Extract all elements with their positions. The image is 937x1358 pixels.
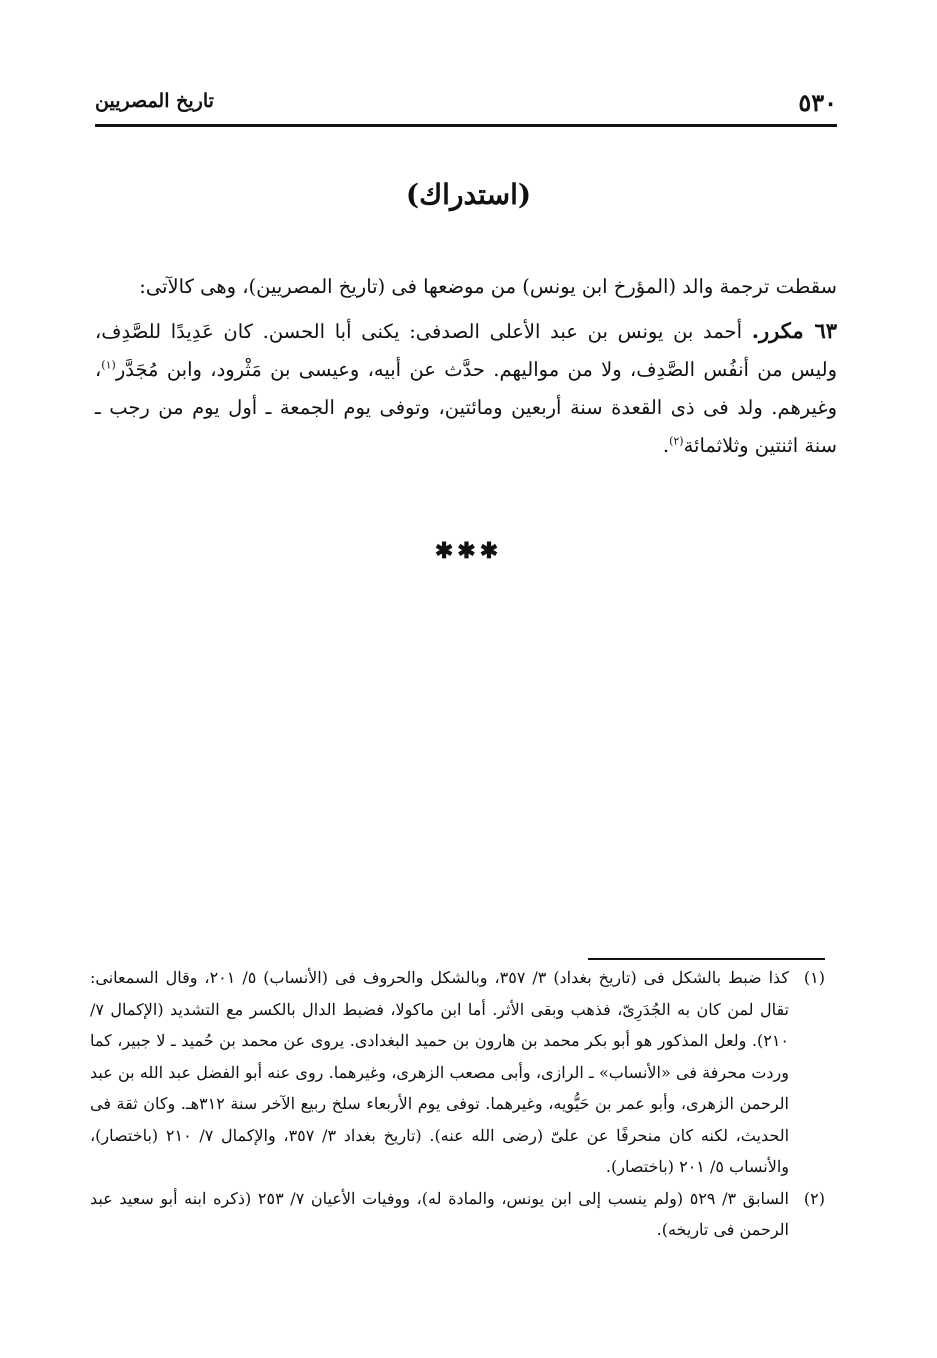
footnote-divider (588, 958, 825, 960)
footnotes (90, 962, 825, 1246)
footnote-ref-2[interactable]: (٢) (669, 434, 684, 448)
page-header (95, 88, 837, 127)
main-text (95, 268, 837, 471)
entry-paragraph (95, 312, 837, 465)
footnote-2-text: السابق ٣/ ٥٢٩ (ولم ينسب إلى ابن يونس، والمادة له)، ووفيات الأعيان ٧/ ٢٥٣ (ذكره ابنه أبو سعيد عبد الرحمن فى تاريخه). (90, 1188, 789, 1239)
entry-text-part1: أحمد بن يونس بن عبد الأعلى الصدفى: يكنى أبا الحسن. كان عَدِيدًا للصَّدِف، وليس من أنفُس الصَّدِف، ولا من مواليهم. حدَّث عن أبيه، وعيسى بن مَثْرود، وابن مُجَدَّر (95, 320, 837, 381)
entry-text-end: . (662, 434, 670, 457)
footnote-1 (90, 962, 825, 1183)
section-separator: ✱✱✱ (434, 538, 503, 564)
intro-paragraph: سقطت ترجمة والد (المؤرخ ابن يونس) من موضعها فى (تاريخ المصريين)، وهى كالآتى: (139, 275, 837, 298)
footnote-2 (90, 1183, 825, 1246)
footnote-2-mark: (٢) (803, 1188, 825, 1208)
footnote-1-mark: (١) (803, 968, 825, 987)
page-number: ٥٣٠ (798, 88, 837, 117)
footnote-1-text: كذا ضبط بالشكل فى (تاريخ بغداد) ٣/ ٣٥٧، وبالشكل والحروف فى (الأنساب) ٥/ ٢٠١، وقال السمعانى: تقال لمن كان به الجُدَرِىّ، فذهب وبقى الأثر. أما ابن ماكولا، فضبط الدال بالكسر مع التشديد (الإكمال ٧/ ٢١٠). ولعل المذكور هو أبو بكر محمد بن هارون بن حميد البغدادى. يروى عن محمد بن حُميد ـ لا جبير، كما وردت محرفة فى «الأنساب» ـ الرازى، وأبى مصعب الزهرى، وغيرهما. روى عنه أبو الفضل عبد الله بن عبد الرحمن الزهرى، وأبو عمر بن حَيُّويه، وغيرهما. توفى يوم الأربعاء سلخ ربيع الآخر سنة ٣١٢هـ. وكان ثقة فى الحديث، لكنه كان منحرفًا عن علىّ (رضى الله عنه). (تاريخ بغداد ٣/ ٣٥٧، والإكمال ٧/ ٢١٠ (باختصار)، والأنساب ٥/ ٢٠١ (باختصار). (90, 968, 790, 1176)
section-title: (استدراك) (405, 178, 532, 211)
entry-number: ٦٣ مكرر. (751, 318, 837, 343)
footnote-ref-1[interactable]: (١) (101, 358, 116, 372)
running-title: تاريخ المصريين (95, 90, 214, 112)
entry-text-part2: ، وغيرهم. ولد فى ذى القعدة سنة أربعين ومائتين، وتوفى يوم الجمعة ـ أول يوم من رجب ـ سنة اثنتين وثلاثمائة (95, 358, 837, 457)
